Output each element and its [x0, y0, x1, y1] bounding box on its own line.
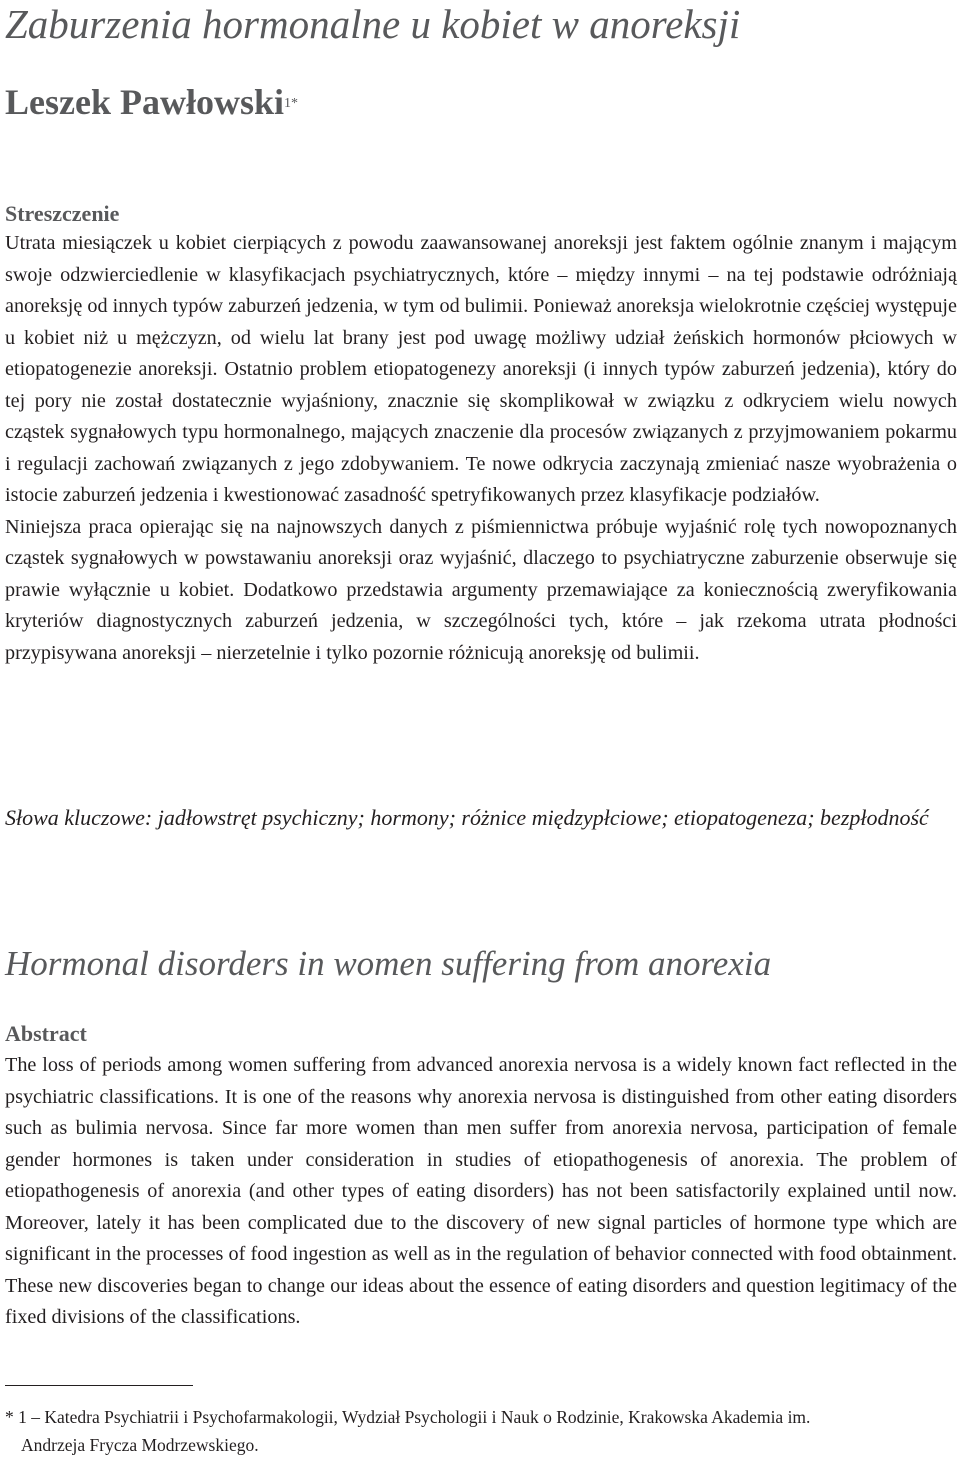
- english-title: Hormonal disorders in women suffering from anorexia: [5, 944, 772, 983]
- footnote-line-1: * 1 – Katedra Psychiatrii i Psychofarmakologii, Wydział Psychologii i Nauk o Rodzinie, Krakowska Akademia im.: [5, 1407, 811, 1427]
- streszczenie-paragraph-2: Niniejsza praca opierając się na najnowszych danych z piśmiennictwa próbuje wyjaśnić rolę tych nowopoznanych cząstek sygnałowych w powstawaniu anoreksji oraz wyjaśnić, dlaczego to psychiatryczne zaburzenie obserwuje się prawie wyłącznie u kobiet. Dodatkowo przedstawia argumenty przemawiające za koniecznością zweryfikowania kryteriów diagnostycznych zaburzeń jedzenia, w szczególności tych, które – jak rzekoma utrata płodności przypisywana anoreksji – nierzetelnie i tylko pozornie różnicują anoreksję od bulimii.: [5, 515, 957, 664]
- streszczenie-paragraph-1: Utrata miesiączek u kobiet cierpiących z powodu zaawansowanej anoreksji jest faktem ogólnie znanym i mającym swoje odzwierciedlenie w klasyfikacjach psychiatrycznych, które – między innymi – na tej podstawie odróżniają anoreksję od innych typów zaburzeń jedzenia, w tym od bulimii. Ponieważ anoreksja wielokrotnie częściej występuje u kobiet niż u mężczyzn, od wielu lat brany jest pod uwagę możliwy udział żeńskich hormonów płciowych w etiopatogenezie anoreksji. Ostatnio problem etiopatogenezy anoreksji (i innych typów zaburzeń jedzenia), który do tej pory nie został dostatecznie wyjaśniony, znacznie się skomplikował w związku z odkryciem wielu nowych cząstek sygnałowych typu hormonalnego, mających znaczenie dla procesów związanych z przyjmowaniem pokarmu i regulacji zachowań związanych z jego zdobywaniem. Te nowe odkrycia zaczynają zmieniać nasze wyobrażenia o istocie zaburzeń jedzenia i kwestionować zasadność spetryfikowanych przez klasyfikacje podziałów.: [5, 232, 957, 506]
- streszczenie-heading: Streszczenie: [5, 201, 120, 226]
- keywords: Słowa kluczowe: jadłowstręt psychiczny; hormony; różnice międzypłciowe; etiopatogeneza; bezpłodność: [5, 805, 929, 830]
- author-footnote-marker: 1*: [284, 96, 298, 111]
- abstract-paragraph: The loss of periods among women suffering from advanced anorexia nervosa is a widely known fact reflected in the psychiatric classifications. It is one of the reasons why anorexia nervosa is distinguished from other eating disorders such as bulimia nervosa. Since far more women than men suffer from anorexia nervosa, participation of female gender hormones is taken under consideration in studies of etiopathogenesis of anorexia. The problem of etiopathogenesis of anorexia (and other types of eating disorders) has not been satisfactorily explained until now. Moreover, lately it has been complicated due to the discovery of new signal particles of hormone type which are significant in the processes of food ingestion as well as in the regulation of behavior connected with food obtainment. These new discoveries began to change our ideas about the essence of eating disorders and question legitimacy of the fixed divisions of the classifications.: [5, 1054, 957, 1328]
- streszczenie-body: [5, 228, 957, 669]
- article-title: Zaburzenia hormonalne u kobiet w anoreksji: [5, 1, 741, 47]
- abstract-body: [5, 1050, 957, 1334]
- footnote-divider: [5, 1385, 193, 1386]
- author-name: Leszek Pawłowski: [5, 82, 284, 122]
- footnote: [5, 1403, 957, 1459]
- abstract-heading: Abstract: [5, 1021, 87, 1046]
- footnote-line-2: Andrzeja Frycza Modrzewskiego.: [21, 1435, 259, 1455]
- author-line: [5, 80, 298, 124]
